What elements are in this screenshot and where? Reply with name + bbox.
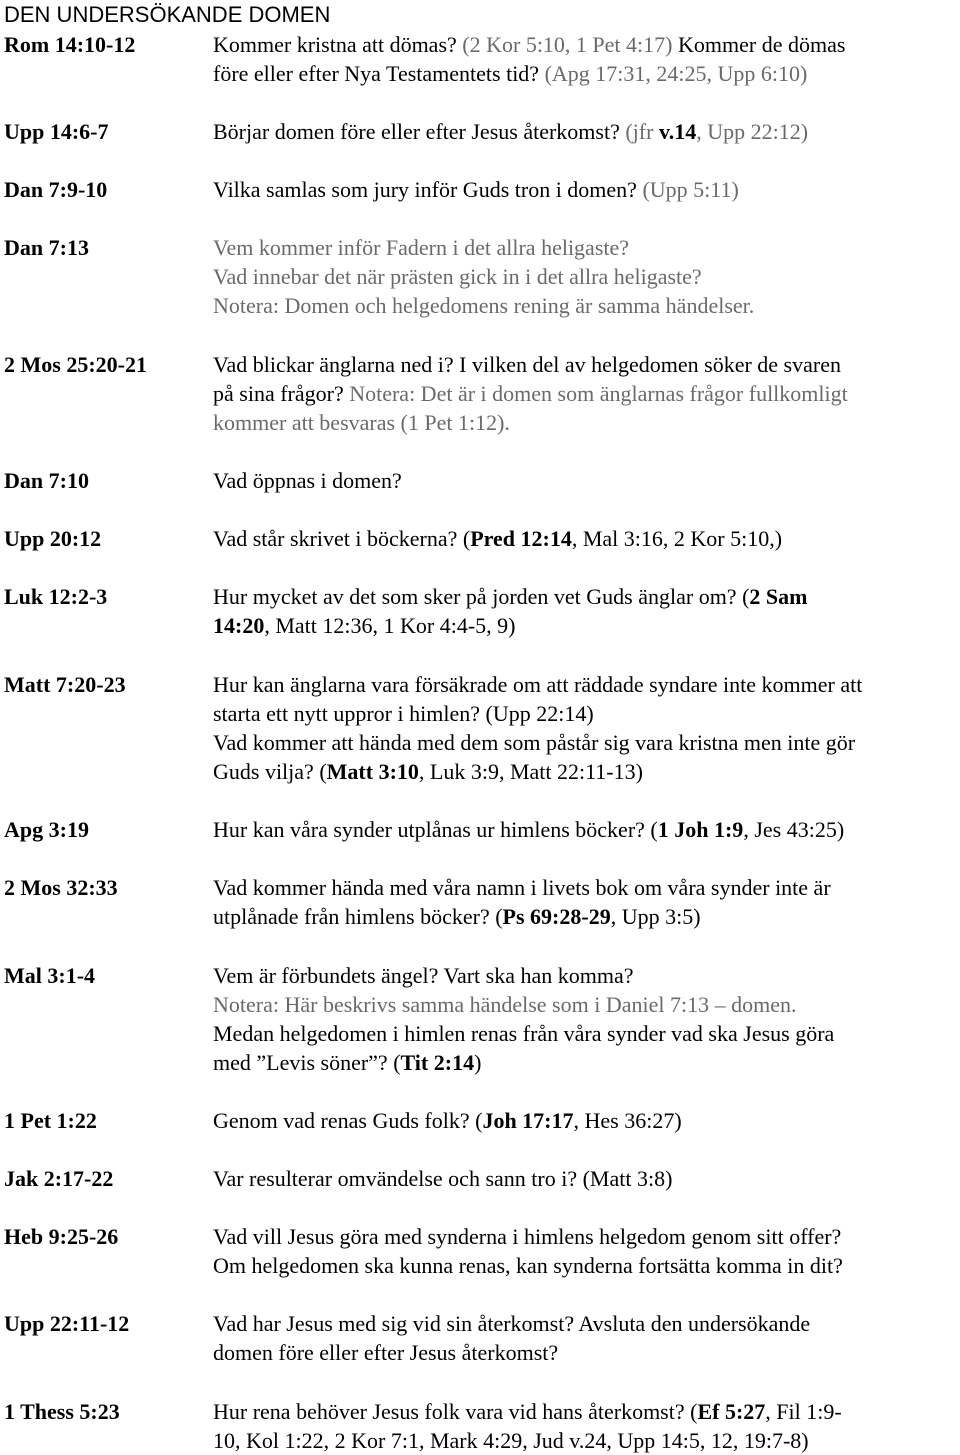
text-line [213, 611, 960, 640]
bold-reference: Ef 5:27 [697, 1399, 766, 1424]
question-text [213, 1106, 960, 1135]
text-line [213, 1309, 960, 1338]
scripture-reference: Mal 3:1-4 [4, 963, 96, 988]
text-segment: , Hes 36:27) [573, 1108, 682, 1133]
text-line [213, 350, 960, 379]
note-text: , Upp 22:12) [696, 119, 809, 144]
text-segment: 10, Kol 1:22, 2 Kor 7:1, Mark 4:29, Jud v.24, Upp 14:5, 12, 19:7-8) [213, 1428, 809, 1453]
scripture-reference: Jak 2:17-22 [4, 1166, 114, 1191]
note-text: Notera: Domen och helgedomens rening är samma händelser. [213, 293, 755, 318]
text-line [213, 262, 960, 291]
scripture-reference: 2 Mos 25:20-21 [4, 352, 147, 377]
note-text: (2 Kor 5:10, 1 Pet 4:17) [462, 32, 673, 57]
bold-reference: Ps 69:28-29 [502, 904, 611, 929]
note-text: Notera: Det är i domen som änglarnas frågor fullkomligt [349, 381, 848, 406]
scripture-reference: 1 Pet 1:22 [4, 1108, 97, 1133]
text-segment: Genom vad renas Guds folk? ( [213, 1108, 483, 1133]
scripture-reference: 1 Thess 5:23 [4, 1399, 120, 1424]
text-segment: Vad står skrivet i böckerna? ( [213, 526, 471, 551]
note-text: (jfr [625, 119, 659, 144]
text-line [213, 757, 960, 786]
scripture-reference: Upp 14:6-7 [4, 119, 109, 144]
text-line [213, 175, 960, 204]
note-text: (Upp 5:11) [642, 177, 739, 202]
note-text: kommer att besvaras (1 Pet 1:12). [213, 410, 510, 435]
text-line [213, 1164, 960, 1193]
text-line [213, 728, 960, 757]
text-segment: starta ett nytt uppror i himlen? (Upp 22:14) [213, 701, 594, 726]
text-line [213, 902, 960, 931]
text-segment: , Upp 3:5) [610, 904, 701, 929]
text-line [213, 699, 960, 728]
question-text [213, 1222, 960, 1280]
text-segment: Guds vilja? ( [213, 759, 327, 784]
text-segment: domen före eller efter Jesus återkomst? [213, 1340, 559, 1365]
question-text [213, 175, 960, 204]
scripture-reference: Rom 14:10-12 [4, 32, 136, 57]
question-text [213, 815, 960, 844]
text-line [213, 1397, 960, 1426]
text-line [213, 30, 960, 59]
bold-reference: Joh 17:17 [482, 1108, 574, 1133]
note-text: Notera: Här beskrivs samma händelse som i Daniel 7:13 – domen. [213, 992, 797, 1017]
text-segment: Vad kommer hända med våra namn i livets bok om våra synder inte är [213, 875, 831, 900]
text-line [213, 815, 960, 844]
question-text [213, 30, 960, 88]
text-segment: Börjar domen före eller efter Jesus återkomst? [213, 119, 626, 144]
text-segment: , Jes 43:25) [743, 817, 845, 842]
question-text [213, 670, 960, 786]
text-line [213, 1222, 960, 1251]
note-text: Vem kommer inför Fadern i det allra heligaste? [213, 235, 630, 260]
page-title: DEN UNDERSÖKANDE DOMEN [4, 2, 331, 27]
text-line [213, 408, 960, 437]
scripture-reference: Dan 7:10 [4, 468, 89, 493]
text-line [213, 379, 960, 408]
text-segment: Vad har Jesus med sig vid sin återkomst? Avsluta den undersökande [213, 1311, 811, 1336]
question-text [213, 961, 960, 1077]
text-line [213, 1338, 960, 1367]
text-line [213, 873, 960, 902]
bold-reference: Pred 12:14 [470, 526, 572, 551]
question-text [213, 117, 960, 146]
bold-reference: v.14 [658, 119, 697, 144]
text-segment: Vem är förbundets ängel? Vart ska han komma? [213, 963, 634, 988]
text-segment: Kommer kristna att dömas? [213, 32, 463, 57]
text-line [213, 524, 960, 553]
bold-reference: Matt 3:10 [326, 759, 419, 784]
bold-reference: 1 Joh 1:9 [657, 817, 744, 842]
text-segment: , Luk 3:9, Matt 22:11-13) [418, 759, 643, 784]
text-segment: Vad kommer att hända med dem som påstår sig vara kristna men inte gör [213, 730, 856, 755]
question-text [213, 582, 960, 640]
text-segment: , Fil 1:9- [765, 1399, 842, 1424]
text-segment: Hur kan våra synder utplånas ur himlens böcker? ( [213, 817, 658, 842]
text-segment: utplånade från himlens böcker? ( [213, 904, 503, 929]
text-line [213, 670, 960, 699]
text-segment: Hur kan änglarna vara försäkrade om att räddade syndare inte kommer att [213, 672, 863, 697]
text-line [213, 990, 960, 1019]
bold-reference: Tit 2:14 [400, 1050, 475, 1075]
note-text: (Apg 17:31, 24:25, Upp 6:10) [544, 61, 808, 86]
text-segment: Vad vill Jesus göra med synderna i himlens helgedom genom sitt offer? [213, 1224, 842, 1249]
scripture-reference: Dan 7:13 [4, 235, 89, 260]
question-text [213, 466, 960, 495]
text-line [213, 59, 960, 88]
text-line [213, 961, 960, 990]
text-segment: Vilka samlas som jury inför Guds tron i domen? [213, 177, 643, 202]
scripture-reference: Matt 7:20-23 [4, 672, 126, 697]
text-segment: Medan helgedomen i himlen renas från våra synder vad ska Jesus göra [213, 1021, 835, 1046]
bold-reference: 2 Sam [749, 584, 808, 609]
text-segment: på sina frågor? [213, 381, 350, 406]
text-line [213, 1048, 960, 1077]
text-line [213, 1426, 960, 1455]
scripture-reference: Upp 20:12 [4, 526, 102, 551]
text-segment: Vad öppnas i domen? [213, 468, 402, 493]
question-text [213, 233, 960, 320]
question-text [213, 873, 960, 931]
text-line [213, 582, 960, 611]
text-segment: Kommer de dömas [672, 32, 846, 57]
text-segment: Hur mycket av det som sker på jorden vet Guds änglar om? ( [213, 584, 750, 609]
text-segment: , Matt 12:36, 1 Kor 4:4-5, 9) [264, 613, 516, 638]
scripture-reference: Dan 7:9-10 [4, 177, 108, 202]
text-segment: , Mal 3:16, 2 Kor 5:10,) [571, 526, 783, 551]
scripture-reference: Upp 22:11-12 [4, 1311, 130, 1336]
text-line [213, 291, 960, 320]
scripture-reference: 2 Mos 32:33 [4, 875, 118, 900]
question-text [213, 1397, 960, 1455]
text-segment: före eller efter Nya Testamentets tid? [213, 61, 545, 86]
question-text [213, 1309, 960, 1367]
text-line [213, 1106, 960, 1135]
text-segment: ) [474, 1050, 482, 1075]
scripture-reference: Apg 3:19 [4, 817, 89, 842]
text-line [213, 466, 960, 495]
text-line [213, 1251, 960, 1280]
text-segment: med ”Levis söner”? ( [213, 1050, 401, 1075]
text-line [213, 1019, 960, 1048]
text-segment: Hur rena behöver Jesus folk vara vid hans återkomst? ( [213, 1399, 698, 1424]
text-segment: Om helgedomen ska kunna renas, kan synderna fortsätta komma in dit? [213, 1253, 843, 1278]
text-segment: Vad blickar änglarna ned i? I vilken del av helgedomen söker de svaren [213, 352, 841, 377]
bold-reference: 14:20 [213, 613, 265, 638]
question-text [213, 1164, 960, 1193]
question-text [213, 524, 960, 553]
text-line [213, 117, 960, 146]
text-line [213, 233, 960, 262]
scripture-reference: Heb 9:25-26 [4, 1224, 119, 1249]
note-text: Vad innebar det när prästen gick in i det allra heligaste? [213, 264, 702, 289]
text-segment: Var resulterar omvändelse och sann tro i? (Matt 3:8) [213, 1166, 673, 1191]
question-text [213, 350, 960, 437]
scripture-reference: Luk 12:2-3 [4, 584, 108, 609]
